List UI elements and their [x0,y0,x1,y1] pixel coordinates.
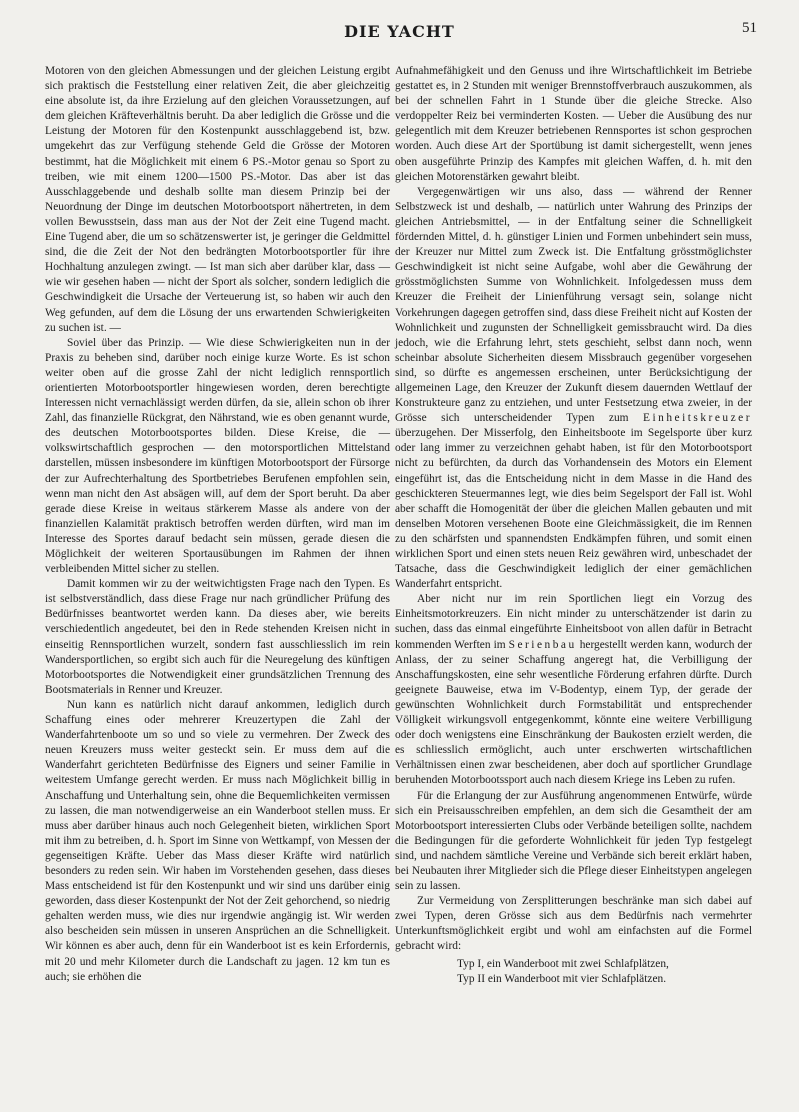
left-column [45,64,390,985]
paragraph: Damit kommen wir zu der weitwichtigsten Frage nach den Typen. Es ist selbstverständlich, dass diese Frage nur nach gründlicher Prüfung des Bedürfnisses beantwortet werden kann. Da dieses aber, wie bereits verschiedentlich angedeutet, bei den in Rede stehenden Kreisen nicht in einseitig Rennsportlichen wurzelt, sondern fast ausschliesslich im rein Wandersportlichen, so ergibt sich auch für die Neuregelung des künftigen Motorbootsportes die Notwendigkeit einer grundsätzlichen Trennung des Bootsmaterials in Renner und Kreuzer. [45,578,390,696]
page-header [0,18,799,48]
right-column [395,64,752,987]
emphasized-term: Serienbau [508,638,577,651]
paragraph [395,592,752,788]
type-item: Typ I, ein Wanderboot mit zwei Schlafplätzen, [457,957,669,970]
paragraph: Soviel über das Prinzip. — Wie diese Schwierigkeiten nun in der Praxis zu beheben sind, darüber noch einige kurze Worte. Es ist schon weiter oben auf die grosse Zahl der nicht lediglich rennsportlich orientierten Motorbootsportler hingewiesen worden, deren berechtigte Interessen nicht vernachlässigt werden dürfen, da sie, allein schon ob ihrer Zahl, das finanzielle Rückgrat, den Nährstand, wie es oben genannt wurde, des deutschen Motorbootsportes bilden. Diese Kreise, die — volkswirtschaftlich gesprochen — den motorsportlichen Mittelstand darstellen, müssen insbesondere im künftigen Motorbootsport der Fürsorge der zur Aufrechterhaltung des Sportbetriebes Berufenen empfohlen sein, wenn man nicht den Ast absägen will, auf dem der Sport beruht. Da aber gerade diese Kreise in weitaus stärkerem Masse als andere von der finanziellen Kalamität praktisch betroffen werden dürften, wird man im Interesse des Sportes darauf bedacht sein müssen, gerade diesen die Möglichkeit der weiteren Sportausübungen im Rahmen der ihnen verbleibenden Mittel sicher zu stellen. [45,336,390,576]
paragraph-text: Aber nicht nur im rein Sportlichen liegt ein Vorzug des Einheitsmotorkreuzers. Ein nicht minder zu unterschätzender ist darin zu suchen, dass das einmal eingeführte Einheitsboot von allen dafür in Betracht kommenden Werften im [395,593,752,651]
paragraph: Aufnahmefähigkeit und den Genuss und ihre Wirtschaftlichkeit im Betriebe gestattet es, in 2 Stunden mit weniger Brennstoffverbrauch auszukommen, als bei der schnellen Fahrt in 1 Stunde über die gleiche Strecke. Also verdoppelter Reiz bei verminderten Kosten. — Ueber die Ausübung des nur gelegentlich mit dem Kreuzer betriebenen Rennsportes ist schon gesprochen worden. Auch diese Art der Sportübung ist damit sichergestellt, wenn jenes oben ausgeführte Prinzip des Kampfes mit gleichen Waffen, d. h. mit den gleichen Motorenstärken gewahrt bleibt. [395,65,752,183]
emphasized-term: Einheitskreuzer [643,412,752,425]
type-item: Typ II ein Wanderboot mit vier Schlafplätzen. [457,972,667,985]
paragraph-text: Vergegenwärtigen wir uns also, dass — während der Renner Selbstzweck ist und deshalb, — natürlich unter Wahrung des Prinzips der gleichen Antriebsmittel, — in der Entfaltung seiner die Schnelligkeit fördernden Mittel, d. h. günstiger Linien und Formen unbehindert sein muss, der Kreuzer nur Mittel zum Zweck ist. Die Entfaltung grösstmöglichster Geschwindigkeit ist nicht seine Aufgabe, wohl aber die Gewährung der grösstmöglichsten Summe von Wohnlichkeit. Infolgedessen muss dem Kreuzer die Freiheit der Linienführung versagt sein, solange nicht Vorkehrungen dagegen getroffen sind, dass diese Freiheit nicht auf Kosten der Wohnlichkeit und zugunsten der Schnelligkeit gemissbraucht wird. Da dies jedoch, wie die Erfahrung lehrt, stets geschieht, selbst dann noch, wenn scheinbar absolute Sicherheiten diesem Missbrauch gegenüber vorgesehen sind, so dürfte es angemessen erscheinen, unter Berücksichtigung der allgemeinen Lage, den Kreuzer der Zukunft diesem dauernden Wettlauf der Konstrukteure ganz zu entziehen, und unter Festsetzung etwa zweier, in der Grösse sich unterscheidender Typen zum [395,185,752,425]
type-list [395,957,752,987]
paragraph: Zur Vermeidung von Zersplitterungen beschränke man sich dabei auf zwei Typen, deren Grösse sich aus dem Bedürfnis nach vermehrter Unterkunftsmöglichkeit ergibt und wohl am einfachsten auf die Formel gebracht wird: [395,895,752,953]
paragraph-text: hergestellt werden kann, wodurch der Anlass, der zu seiner Schaffung angeregt hat, die Verbilligung der Anschaffungskosten, eine sehr wesentliche Förderung erfahren dürfte. Durch geeignete Bauweise, etwa im V-Bodentyp, einem Typ, der gerade der gewünschten Wohnlichkeit durch Formstabilität und entsprechender Völligkeit wirkungsvoll entgegenkommt, könnte eine weitere Verbilligung oder doch wenigstens eine Einschränkung der Baukosten erzielt werden, die es schliesslich ermöglicht, auch unter erschwerten wirtschaftlichen Verhältnissen einen zwar bescheidenen, aber doch auf sportlicher Grundlage beruhenden Motorbootssport auch nach diesem Kriege ins Leben zu rufen. [395,638,752,787]
page-number: 51 [742,20,757,36]
paragraph: Motoren von den gleichen Abmessungen und der gleichen Leistung ergibt sich praktisch die Feststellung einer relativen Zeit, die aber gleichzeitig eine absolute ist, da ihre Erzielung auf den gleichen Voraussetzungen, auf dem gleichen Kräfteverhältnis beruht. Da aber lediglich die Grösse und die Leistung der Motoren für den Kostenpunkt ausschlaggebend ist, bzw. umgekehrt das zur Verfügung stehende Geld die Grösse der Motoren bestimmt, hat die Möglichkeit mit einem 6 PS.-Motor genau so Sport zu treiben, wie mit einem 1200—1500 PS.-Motor. Das aber ist das Ausschlaggebende und deshalb sollte man diesem Prinzip bei der Neuordnung der Dinge im deutschen Motorbootsport nähertreten, in dem vollen Bewusstsein, dass man aus der Not der Zeit eine Tugend macht. Eine Tugend aber, die um so schätzenswerter ist, je geringer die Geldmittel sind, die die Zeit der Not den bedrängten Motorbootsportler für ihre Hochhaltung anzulegen zwingt. — Ist man sich aber darüber klar, dass — wie wir gesehen haben — nicht der Sport als solcher, sondern lediglich die Geschwindigkeit die Ursache der Verteuerung ist, so haben wir auch den Weg gefunden, auf dem die Lösung der uns erwartenden Schwierigkeiten zu suchen ist. — [45,65,390,334]
journal-title: DIE YACHT [344,22,455,41]
paragraph [395,185,752,593]
paragraph: Nun kann es natürlich nicht darauf ankommen, lediglich durch Schaffung eines oder mehrerer Kreuzertypen die Zahl der Wanderfahrtenboote um so und so viele zu vermehren. Der Zweck des neuen Kreuzers muss weiter gesteckt sein. Er muss dem auf die Wanderfahrt gerichteten Bedürfnisse des Eigners und seiner Familie in weitestem Umfange gerecht werden. Er muss nach Möglichkeit billig in Anschaffung und Unterhaltung sein, ohne die Bequemlichkeiten vermissen zu lassen, die man notwendigerweise an ein Wanderboot stellen muss. Er muss aber darüber hinaus auch noch Gelegenheit bieten, wirklichen Sport mit ihm zu betreiben, d. h. Sport im Sinne von Wettkampf, von Messen der gegenseitigen Kräfte. Ueber das Mass dieser Kräfte wird natürlich besonders zu reden sein. Wir haben im Vorstehenden gesehen, dass dieses Mass entscheidend ist für den Kostenpunkt und wir sind uns darüber einig geworden, dass dieser Kostenpunkt der Not der Zeit gehorchend, so niedrig gehalten werden muss, wie dies nur irgendwie angängig ist. Wir werden also bescheiden sein müssen in unseren Ansprüchen an die Schnelligkeit. Wir können es aber auch, denn für ein Wanderboot ist es kein Erfordernis, mit 20 und mehr Kilometer durch die Landschaft zu jagen. 12 km tun es auch; sie erhöhen die [45,698,390,983]
paragraph: Für die Erlangung der zur Ausführung angenommenen Entwürfe, würde sich ein Preisausschreiben empfehlen, an dem sich die Gesamtheit der am Motorbootsport interessierten Clubs oder Verbände beteiligen sollte, nachdem die Bedingungen für die geforderte Wohnlichkeit für jeden Typ festgelegt sind, und nachdem sämtliche Vereine und Verbände sich bereit erklärt haben, bei Neubauten ihrer Mitglieder sich die Pflege dieser Einheitstypen angelegen sein zu lassen. [395,789,752,893]
paragraph-text: überzugehen. Der Misserfolg, den Einheitsboote im Segelsporte über kurz oder lang immer zu verzeichnen gehabt haben, ist für den Motorbootsport nicht zu befürchten, da durch das Vorhandensein des Motors ein Element eingeführt ist, das die Entscheidung nicht in dem Masse in die Hand des geschickteren Steuermannes legt, wie dies beim Segelsport der Fall ist. Wohl aber schafft die Homogenität der über die gleichen Mallen gebauten und mit denselben Motoren versehenen Boote eine Gleichmässigkeit, die im Rennen zu den schärfsten und spannendsten Endkämpfen führen, und somit einen wirklichen Sport und einen stets neuen Reiz gewähren wird, unbeschadet der Tatsache, dass die Geschwindigkeit lediglich der einer gemächlichen Wanderfahrt entspricht. [395,427,752,591]
